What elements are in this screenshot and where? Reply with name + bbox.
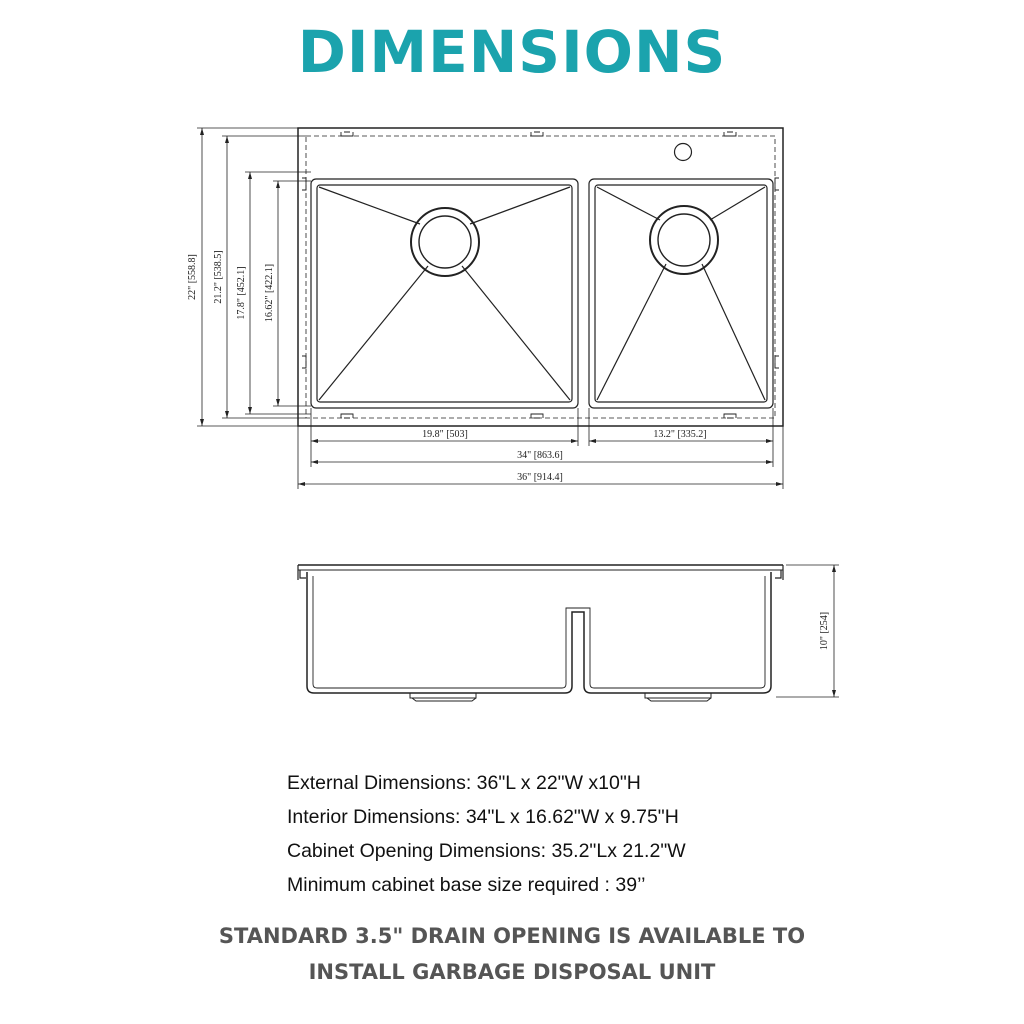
spec-external: External Dimensions: 36"L x 22"W x10"H xyxy=(287,772,641,794)
dim-bowl-outer-width: 17.8" [452.1] xyxy=(236,266,247,320)
spec-interior: Interior Dimensions: 34"L x 16.62"W x 9.75"H xyxy=(287,806,679,828)
side-view xyxy=(298,565,839,701)
spec-cabinet-opening: Cabinet Opening Dimensions: 35.2"Lx 21.2"W xyxy=(287,840,686,862)
dim-overall-length: 36" [914.4] xyxy=(517,472,563,483)
spec-min-cabinet: Minimum cabinet base size required : 39’’ xyxy=(287,874,646,896)
right-bowl xyxy=(589,179,773,408)
page-title: DIMENSIONS xyxy=(297,18,727,86)
dim-interior-length: 34" [863.6] xyxy=(517,450,563,461)
dim-overall-width: 22" [558.8] xyxy=(187,254,198,300)
drain-note-line1: STANDARD 3.5" DRAIN OPENING IS AVAILABLE TO xyxy=(218,924,806,948)
dim-right-bowl: 13.2" [335.2] xyxy=(653,429,707,440)
spec-list xyxy=(287,768,686,904)
outer-flange xyxy=(298,128,783,426)
dim-left-bowl: 19.8" [503] xyxy=(422,429,468,440)
dim-cabinet-width: 21.2" [538.5] xyxy=(213,250,224,304)
faucet-hole xyxy=(675,144,692,161)
cutout-line xyxy=(306,136,775,418)
dim-height: 10" [254] xyxy=(819,611,830,651)
dim-interior-width: 16.62" [422.1] xyxy=(264,263,275,323)
drain-note-line2: INSTALL GARBAGE DISPOSAL UNIT xyxy=(308,960,716,984)
left-bowl xyxy=(311,179,578,408)
